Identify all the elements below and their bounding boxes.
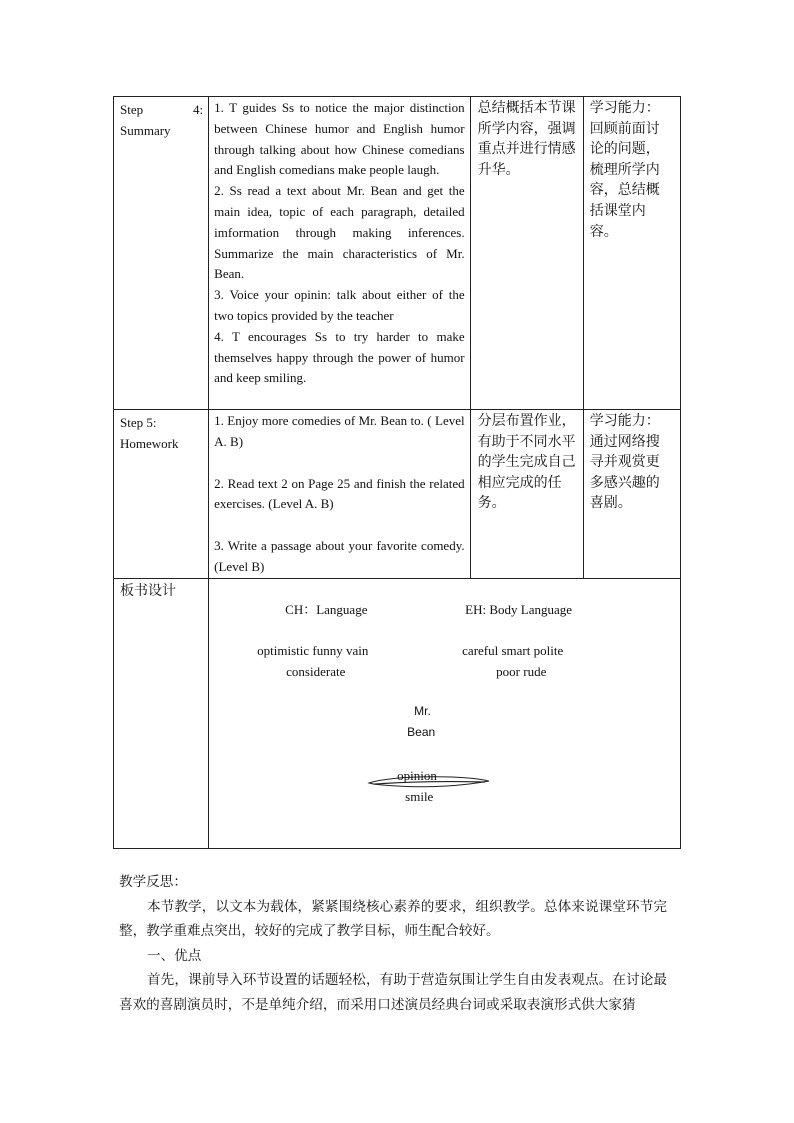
activity-item: 3. Write a passage about your favorite comedy. (Level B) [214,538,465,574]
board-label: 板书设计 [120,582,176,599]
step-label: Step 5: [120,415,157,430]
board-label-cell [114,578,209,848]
board-design-cell [209,578,681,848]
step-number: 4: [193,102,204,117]
board-bottom-word: opinion [397,767,437,783]
reflection-paragraph: 首先，课前导入环节设置的话题轻松，有助于营造氛围让学生自由发表观点。在讨论最喜欢的喜剧演员时，不是单纯介绍，而采用口述演员经典台词或采取表演形式供大家猜 [119,972,667,1013]
purpose-cell [470,97,583,410]
purpose-text: 分层布置作业，有助于不同水平的学生完成自己相应完成的任务。 [477,413,576,512]
reflection-title: 教学反思： [119,874,187,890]
ability-text: 学习能力：回顾前面讨论的问题，梳理所学内容，总结概括课堂内容。 [589,100,660,240]
activity-item: 1. Enjoy more comedies of Mr. Bean to. ( Level A. B) [214,413,465,449]
board-left-words: optimistic funny vain [257,642,369,658]
lesson-plan-table [113,96,681,849]
activity-item: 2. Read text 2 on Page 25 and finish the related exercises. (Level A. B) [214,475,465,512]
reflection-paragraph: 本节教学，以文本为载体，紧紧围绕核心素养的要求，组织教学。总体来说课堂环节完整，教学重难点突出，较好的完成了教学目标，师生配合较好。 [119,898,667,939]
step-label: Step [120,102,144,117]
activity-item: 3. Voice your opinin: talk about either of the two topics provided by the teacher [214,287,465,323]
teaching-reflection [119,870,667,1017]
step-title: Summary [120,123,171,138]
ability-cell [583,410,680,579]
activity-item: 1. T guides Ss to notice the major distinction between Chinese humor and English humor through talking about how Chinese comedians and English comedians make people laugh. [214,100,465,178]
board-right-words: careful smart polite [462,642,564,658]
table-row-board [114,578,681,848]
purpose-cell [470,410,583,579]
ability-cell [583,97,680,410]
board-right-words: poor rude [496,663,547,679]
ability-text: 学习能力：通过网络搜寻并观赏更多感兴趣的喜剧。 [589,413,660,512]
board-center-name: Mr. [414,703,431,718]
activities-cell [209,97,470,410]
activities-cell [209,410,470,579]
board-left-words: considerate [286,663,346,679]
board-right-heading: EH: Body Language [465,601,573,617]
board-left-heading: CH：Language [285,601,368,617]
activity-item: 4. T encourages Ss to try harder to make themselves happy through the power of humor and keep smiling. [214,328,465,386]
board-center-name: Bean [407,724,436,739]
step-cell [114,410,209,579]
purpose-text: 总结概括本节课所学内容，强调重点并进行情感升华。 [477,100,576,178]
board-design [209,579,680,847]
activity-item: 2. Ss read a text about Mr. Bean and get the main idea, topic of each paragraph, detailed imformation through making inferences. Summarize the main characteristics of Mr. Bean. [214,183,465,282]
reflection-heading: 一、优点 [147,947,202,964]
step-title: Homework [120,436,179,451]
table-row-homework [114,410,681,579]
board-bottom-word: smile [405,788,434,804]
table-row-summary [114,97,681,410]
step-cell [114,97,209,410]
